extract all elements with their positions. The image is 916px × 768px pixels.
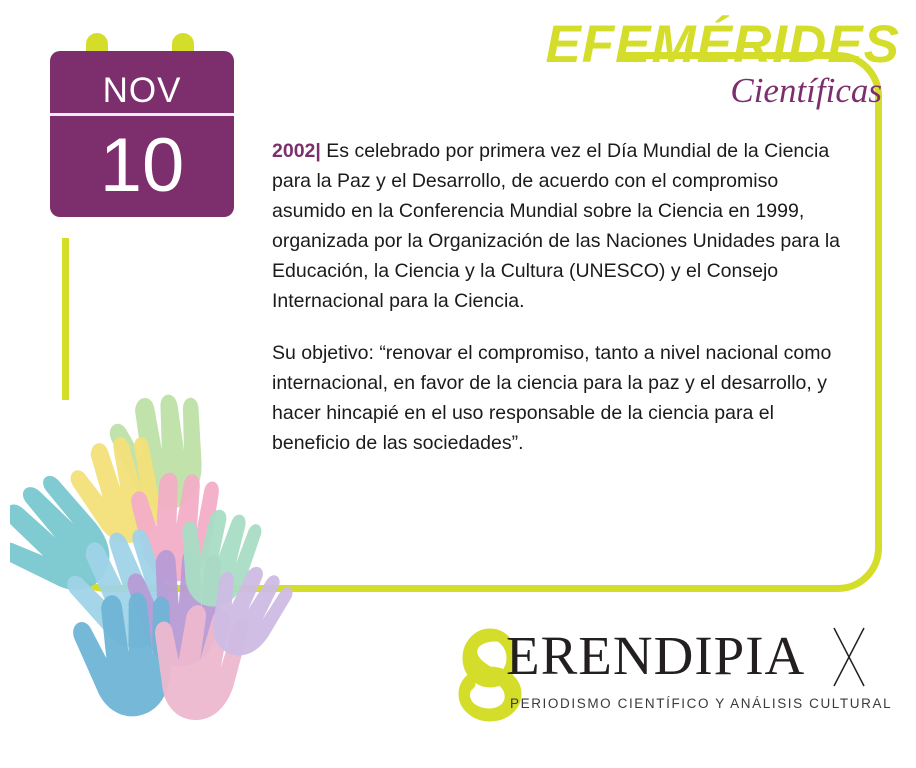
article-body: [272, 136, 852, 480]
paragraph-1-text: Es celebrado por primera vez el Día Mundial de la Ciencia para la Paz y el Desarrollo, de acuerdo con el compromiso asumido en la Conferencia Mundial sobre la Ciencia en 1999, organizada por la Organización de las Naciones Unidades para la Educación, la Ciencia y la Cultura (UNESCO) y el Consejo Internacional para la Ciencia.: [272, 140, 841, 312]
logo-tagline: PERIODISMO CIENTÍFICO Y ANÁLISIS CULTURAL: [510, 696, 893, 711]
logo-wordmark: ERENDIPIA: [506, 625, 806, 686]
calendar-month-label: NOV: [102, 71, 182, 110]
calendar-body: [50, 115, 234, 217]
raised-hands-illustration: [10, 352, 310, 752]
header-title-block: [520, 15, 900, 118]
logo-flourish-icon: [830, 624, 870, 694]
calendar-badge: [50, 33, 234, 217]
page-title: EFEMÉRIDES: [545, 15, 900, 74]
calendar-day-label: 10: [99, 123, 185, 208]
hands-svg: [10, 352, 310, 752]
year-separator: |: [315, 140, 321, 162]
calendar-header: [50, 51, 234, 115]
page-subtitle: Científicas: [730, 71, 882, 110]
brand-logo: [430, 620, 893, 740]
year-label: 2002: [272, 140, 316, 162]
paragraph-2: Su objetivo: “renovar el compromiso, tanto a nivel nacional como internacional, en favor de la ciencia para la paz y el desarrollo, y hacer hincapié en el uso responsable de la ciencia para el beneficio de las sociedades”.: [272, 342, 832, 454]
paragraph-1: [272, 136, 852, 316]
